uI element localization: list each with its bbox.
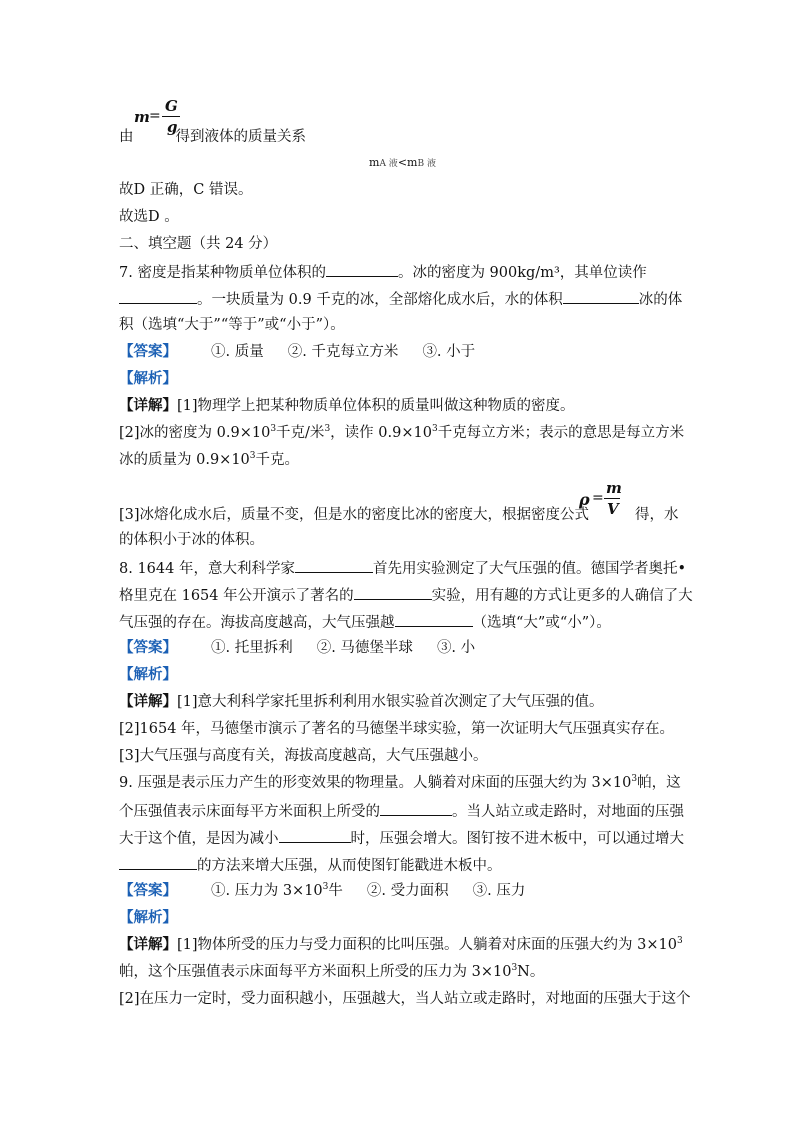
answer-blank [354, 585, 432, 600]
superscript: 3 [431, 424, 438, 435]
q8-line-3 [119, 612, 611, 632]
q9-detail-1 [119, 936, 683, 954]
text-segment: 的方法来增大压强，从而使图钉能戳进木板中。 [197, 858, 502, 874]
detail-tag: 【详解】 [119, 936, 177, 953]
q7-analysis-tag [119, 370, 177, 388]
answer-blank [380, 801, 452, 816]
formula-denominator: g [167, 118, 178, 136]
q9-analysis-tag [119, 909, 177, 927]
text-segment: 9. 压强是表示压力产生的形变效果的物理量。人躺着对床面的压强大约为 3×10 [119, 775, 632, 791]
text-segment: 。冰的密度为 900kg/m³，其单位读作 [397, 265, 647, 281]
formula-numerator: G [165, 97, 178, 115]
superscript: 3 [324, 424, 331, 435]
less-than-sign: < [397, 156, 408, 169]
answer-2: ②. 受力面积 [366, 883, 449, 899]
q7-line-3: 积（选填“大于”“等于”或“小于”）。 [119, 317, 345, 333]
text-segment: 气压强的存在。海拔高度越高，大气压强越 [119, 615, 395, 631]
text-segment: 格里克在 1654 年公开演示了著名的 [119, 588, 354, 604]
superscript: 3 [631, 774, 638, 785]
formula-eq: = [149, 108, 161, 124]
text-segment: （选填“大”或“小”）。 [472, 615, 611, 631]
q7-detail-3 [119, 451, 299, 469]
answer-blank [395, 612, 473, 627]
text-segment: N。 [517, 964, 545, 980]
text-segment: [3]冰熔化成水后，质量不变，但是水的密度比冰的密度大，根据密度公式 [119, 507, 590, 523]
superscript: 3 [676, 936, 683, 947]
q7-answer [119, 343, 475, 361]
text-segment: 个压强值表示床面每平方米面积上所受的 [119, 804, 380, 820]
text-segment: 帕，这 [637, 775, 681, 791]
superscript: 3 [249, 451, 256, 462]
text-segment: 首先用实验测定了大气压强的值。德国学者奥托• [372, 561, 687, 577]
superscript: 3 [270, 424, 277, 435]
analysis-tag: 【解析】 [119, 909, 177, 926]
answer-blank [295, 558, 373, 573]
analysis-tag: 【解析】 [119, 370, 177, 387]
text-segment: 时，压强会增大。图钉按不进木板中，可以通过增大 [350, 831, 684, 847]
q9-detail-2 [119, 963, 544, 981]
text-segment: 千克/米 [276, 425, 325, 441]
text-segment: 冰的体 [638, 292, 683, 308]
answer-2: ②. 千克每立方米 [287, 344, 399, 360]
q9-line-2 [119, 801, 684, 821]
mass-b-subscript: B 液 [417, 159, 436, 169]
mass-b: m [407, 156, 418, 169]
q7-detail-1 [119, 397, 575, 415]
q8-answer [119, 639, 475, 657]
text-segment: 实验，用有趣的方式让更多的人确信了大 [431, 588, 693, 604]
text-segment: [2]冰的密度为 0.9×10 [119, 425, 271, 441]
detail-tag: 【详解】 [119, 397, 177, 414]
answer-blank [119, 855, 197, 870]
q9-line-1 [119, 774, 681, 792]
q8-detail-3: [3]大气压强与高度有关，海拔高度越高，大气压强越小。 [119, 748, 488, 764]
text-segment: 帕，这个压强值表示床面每平方米面积上所受的压力为 3×10 [119, 964, 512, 980]
text-suffix: 得到液体的质量关系 [175, 129, 306, 145]
text-segment: 。当人站立或走路时，对地面的压强 [452, 804, 684, 820]
answer-2: ②. 马德堡半球 [316, 640, 413, 656]
q7-detail-4 [119, 506, 679, 524]
fraction-bar [604, 498, 620, 499]
choice-line: 故选D 。 [119, 209, 179, 225]
detail-text: [1]意大利科学家托里拆利利用水银实验首次测定了大气压强的值。 [177, 694, 604, 710]
answer-1: ①. 托里拆利 [211, 640, 293, 656]
formula-lhs: m [134, 108, 150, 126]
text-segment: ，读作 0.9×10 [330, 425, 432, 441]
q9-line-4 [119, 855, 502, 875]
answer-blank [119, 289, 197, 304]
answer-3: ③. 压力 [472, 883, 526, 899]
text-segment: 千克每立方米；表示的意思是每立方米 [437, 425, 685, 441]
q9-line-3 [119, 828, 684, 848]
answer-blank [563, 289, 639, 304]
detail-tag: 【详解】 [119, 693, 177, 710]
q7-line-2 [119, 289, 682, 309]
answer-1: ①. 质量 [211, 344, 264, 360]
superscript: 3 [511, 963, 518, 974]
q8-analysis-tag [119, 666, 177, 684]
conclusion-line: 故D 正确，C 错误。 [119, 182, 253, 198]
mass-a-subscript: A 液 [379, 159, 398, 169]
mass-a: m [369, 156, 380, 169]
detail-text: [1]物体所受的压力与受力面积的比叫压强。人躺着对床面的压强大约为 3×10 [177, 937, 677, 953]
detail-text: [1]物理学上把某种物质单位体积的质量叫做这种物质的密度。 [177, 398, 575, 414]
superscript: 3 [322, 882, 329, 893]
answer-tag: 【答案】 [119, 343, 177, 360]
q7-detail-2 [119, 424, 684, 442]
q8-detail-2: [2]1654 年，马德堡市演示了著名的马德堡半球实验，第一次证明大气压强真实存在。 [119, 721, 675, 737]
answer-3: ③. 小 [436, 640, 476, 656]
text-segment: 。一块质量为 0.9 千克的冰，全部熔化成水后，水的体积 [197, 292, 563, 308]
text-segment: 8. 1644 年，意大利科学家 [119, 561, 295, 577]
fraction-bar [162, 116, 180, 117]
answer-1-unit: 牛 [328, 883, 343, 899]
section-title: 二、填空题（共 24 分） [119, 236, 278, 252]
formula-lhs: ρ [579, 490, 590, 509]
text-segment: 得，水 [635, 507, 679, 523]
q9-detail-3: [2]在压力一定时，受力面积越小，压强越大，当人站立或走路时，对地面的压强大于这个 [119, 991, 691, 1007]
formula-eq: = [592, 490, 604, 506]
text-segment: 大于这个值，是因为减小 [119, 831, 279, 847]
text-segment: 千克。 [255, 452, 300, 468]
answer-tag: 【答案】 [119, 882, 177, 899]
q8-detail-1 [119, 693, 604, 711]
q8-line-2 [119, 585, 693, 605]
formula-numerator: m [606, 479, 622, 497]
text-segment: 冰的质量为 0.9×10 [119, 452, 250, 468]
text-segment: 7. 密度是指某种物质单位体积的 [119, 265, 326, 281]
answer-blank [279, 828, 351, 843]
answer-blank [326, 262, 398, 277]
q7-detail-5: 的体积小于冰的体积。 [119, 532, 264, 548]
text-prefix: 由 [119, 129, 134, 145]
answer-1: ①. 压力为 3×10 [211, 883, 323, 899]
q7-line-1 [119, 262, 647, 282]
answer-3: ③. 小于 [422, 344, 476, 360]
q8-line-1 [119, 558, 686, 578]
answer-tag: 【答案】 [119, 639, 177, 656]
text-line [119, 128, 306, 146]
q9-answer [119, 882, 525, 900]
analysis-tag: 【解析】 [119, 666, 177, 683]
formula-denominator: V [607, 500, 619, 518]
mass-relation [369, 156, 436, 171]
